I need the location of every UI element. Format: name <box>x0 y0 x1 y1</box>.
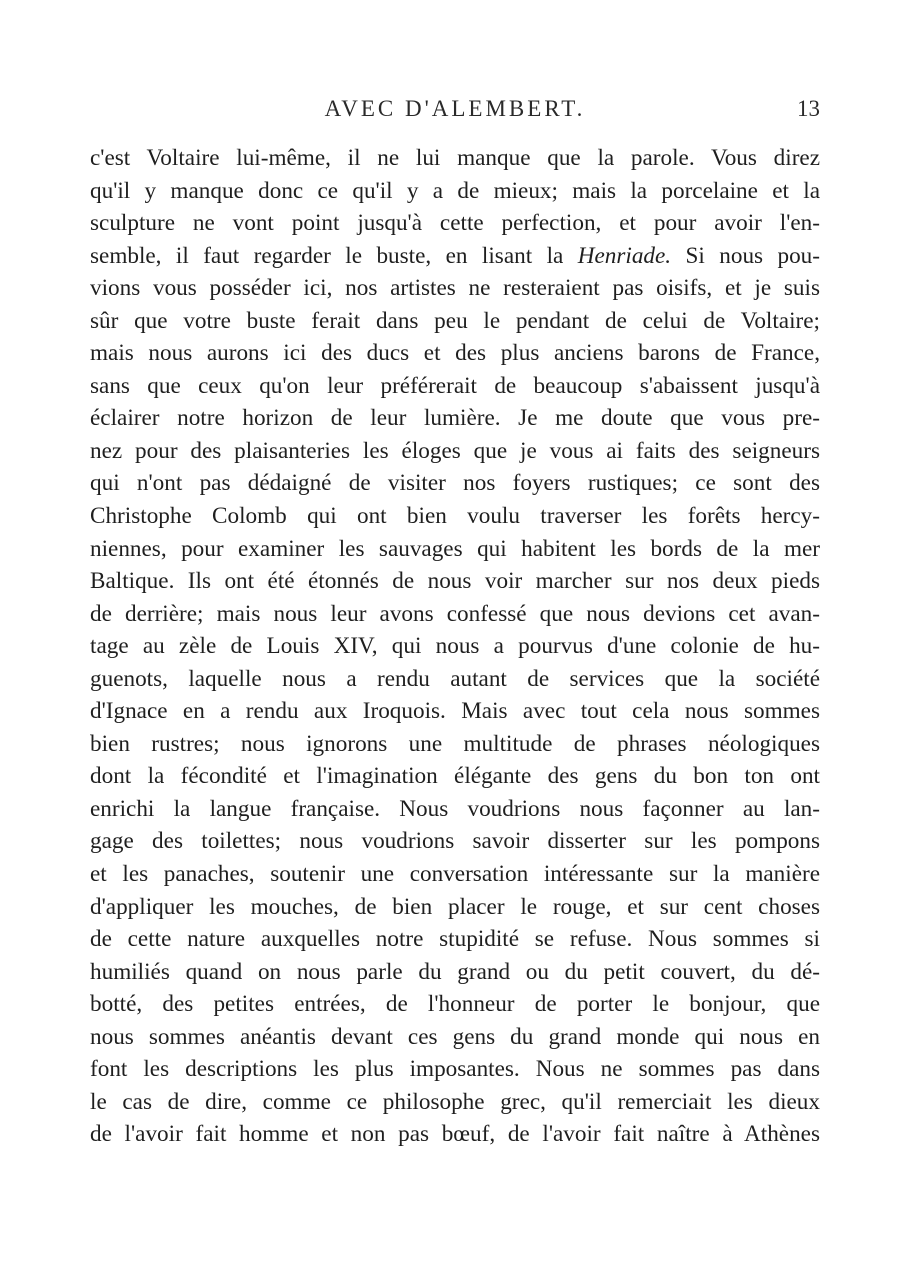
text-line <box>90 825 820 858</box>
text-line-segment: sculpture ne vont point jusqu'à cette perfection, et pour avoir l'en- <box>90 210 820 237</box>
page-number: 13 <box>797 96 820 121</box>
running-head <box>90 96 820 126</box>
text-line <box>90 1021 820 1054</box>
text-line-segment: et les panaches, soutenir une conversation intéressante sur la manière <box>90 861 820 888</box>
text-line-segment: éclairer notre horizon de leur lumière. Je me doute que vous pre- <box>90 405 820 432</box>
text-line <box>90 1053 820 1086</box>
text-line <box>90 695 820 728</box>
text-line-segment: humiliés quand on nous parle du grand ou du petit couvert, du dé- <box>90 958 820 985</box>
text-line-segment: semble, il faut regarder le buste, en lisant la <box>90 242 578 269</box>
text-line-segment: c'est Voltaire lui-même, il ne lui manque que la parole. Vous direz <box>90 145 820 171</box>
text-line-segment: gage des toilettes; nous voudrions savoir disserter sur les pompons <box>90 828 820 855</box>
text-line-segment: Baltique. Ils ont été étonnés de nous voir marcher sur nos deux pieds <box>90 568 820 595</box>
text-line <box>90 1086 820 1119</box>
text-line-segment: de derrière; mais nous leur avons confessé que nous devions cet avan- <box>90 600 820 627</box>
text-line <box>90 793 820 826</box>
text-line <box>90 175 820 208</box>
text-line-segment: qu'il y manque donc ce qu'il y a de mieux; mais la porcelaine et la <box>90 177 820 204</box>
text-line-segment: enrichi la langue française. Nous voudrions nous façonner au lan- <box>90 795 820 822</box>
text-line-segment: mais nous aurons ici des ducs et des plus anciens barons de France, <box>90 340 820 367</box>
text-line <box>90 207 820 240</box>
text-line <box>90 760 820 793</box>
text-line <box>90 435 820 468</box>
text-line-segment: guenots, laquelle nous a rendu autant de services que la société <box>90 665 820 692</box>
text-line-segment: d'Ignace en a rendu aux Iroquois. Mais avec tout cela nous sommes <box>90 698 820 725</box>
text-line-segment: de cette nature auxquelles notre stupidité se refuse. Nous sommes si <box>90 926 820 953</box>
text-line <box>90 630 820 663</box>
text-line-segment: Si nous pou- <box>671 242 820 269</box>
text-line-segment: nez pour des plaisanteries les éloges que je vous ai faits des seigneurs <box>90 437 820 464</box>
text-line <box>90 598 820 631</box>
text-line-segment: le cas de dire, comme ce philosophe grec, qu'il remerciait les dieux <box>90 1088 820 1115</box>
text-line <box>90 663 820 696</box>
text-line-segment: bien rustres; nous ignorons une multitude de phrases néologiques <box>90 730 820 757</box>
text-line <box>90 923 820 956</box>
text-line-segment: dont la fécondité et l'imagination élégante des gens du bon ton ont <box>90 763 820 790</box>
text-line <box>90 272 820 305</box>
text-line <box>90 500 820 533</box>
text-line-segment: Christophe Colomb qui ont bien voulu traverser les forêts hercy- <box>90 503 820 530</box>
text-line <box>90 891 820 924</box>
text-line-segment: d'appliquer les mouches, de bien placer le rouge, et sur cent choses <box>90 893 820 920</box>
text-line <box>90 370 820 403</box>
text-line <box>90 728 820 761</box>
text-line <box>90 240 820 273</box>
text-line-segment: font les descriptions les plus imposantes. Nous ne sommes pas dans <box>90 1056 820 1083</box>
text-line-segment: sûr que votre buste ferait dans peu le pendant de celui de Voltaire; <box>90 307 820 334</box>
text-line-segment: tage au zèle de Louis XIV, qui nous a pourvus d'une colonie de hu- <box>90 633 820 660</box>
text-line <box>90 402 820 435</box>
text-line-segment: sans que ceux qu'on leur préférerait de beaucoup s'abaissent jusqu'à <box>90 372 820 399</box>
text-line <box>90 1118 820 1151</box>
text-line-segment: botté, des petites entrées, de l'honneur de porter le bonjour, que <box>90 991 820 1018</box>
text-line <box>90 305 820 338</box>
text-line <box>90 142 820 175</box>
text-line <box>90 467 820 500</box>
text-line <box>90 988 820 1021</box>
text-line-segment: niennes, pour examiner les sauvages qui habitent les bords de la mer <box>90 535 820 562</box>
text-line-segment: vions vous posséder ici, nos artistes ne resteraient pas oisifs, et je suis <box>90 275 820 302</box>
italic-title: Henriade. <box>577 242 672 269</box>
text-line <box>90 533 820 566</box>
text-line-segment: nous sommes anéantis devant ces gens du grand monde qui nous en <box>90 1023 820 1050</box>
text-line-segment: qui n'ont pas dédaigné de visiter nos foyers rustiques; ce sont des <box>90 470 820 497</box>
body-text <box>90 142 820 1151</box>
text-line <box>90 337 820 370</box>
text-line <box>90 565 820 598</box>
text-line-segment: de l'avoir fait homme et non pas bœuf, de l'avoir fait naître à Athènes <box>90 1121 820 1148</box>
running-title: AVEC D'ALEMBERT. <box>324 96 586 121</box>
text-line <box>90 858 820 891</box>
text-line <box>90 956 820 989</box>
